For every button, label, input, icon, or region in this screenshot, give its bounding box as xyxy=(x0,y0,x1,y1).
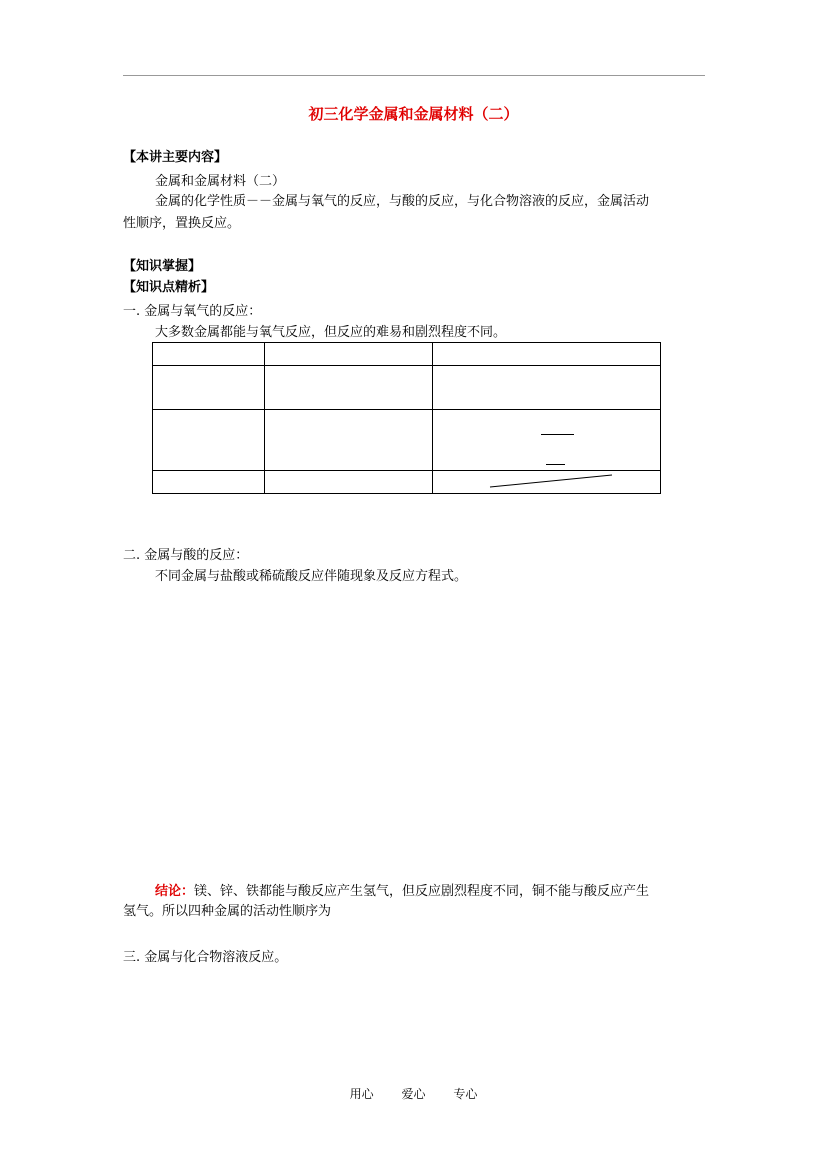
equation-condition-line xyxy=(541,434,574,435)
part2-description: 不同金属与盐酸或稀硫酸反应伴随现象及反应方程式。 xyxy=(155,569,468,584)
table-cell xyxy=(153,343,265,366)
topic-description-line2: 性顺序，置换反应。 xyxy=(123,216,241,231)
part3-label: 三. 金属与化合物溶液反应。 xyxy=(123,950,288,965)
table-row xyxy=(153,410,661,471)
equation-slant-line xyxy=(433,471,660,494)
table-row xyxy=(153,366,661,410)
part1-description: 大多数金属都能与氧气反应，但反应的难易和剧烈程度不同。 xyxy=(155,325,507,340)
table-cell xyxy=(265,343,433,366)
conclusion-label: 结论： xyxy=(155,884,195,899)
table-cell xyxy=(433,366,661,410)
page-title: 初三化学金属和金属材料（二） xyxy=(308,105,519,123)
footer-item: 专心 xyxy=(453,1087,478,1101)
section-heading-main-content: 【本讲主要内容】 xyxy=(123,150,228,165)
oxygen-reaction-table xyxy=(152,342,661,494)
conclusion-line1 xyxy=(155,883,649,901)
table-cell xyxy=(265,471,433,494)
table-row xyxy=(153,471,661,494)
equation-condition-line xyxy=(546,464,565,465)
table-cell xyxy=(433,343,661,366)
table-cell xyxy=(433,410,661,471)
section-heading-knowledge: 【知识掌握】 xyxy=(123,259,202,274)
table-cell xyxy=(153,471,265,494)
table-cell xyxy=(265,366,433,410)
part2-label: 二. 金属与酸的反应： xyxy=(123,548,249,563)
table-row xyxy=(153,343,661,366)
conclusion-text1: 镁、锌、铁都能与酸反应产生氢气，但反应剧烈程度不同，铜不能与酸反应产生 xyxy=(194,884,650,899)
topic-line: 金属和金属材料（二） xyxy=(155,174,286,189)
topic-description-line1: 金属的化学性质－－金属与氧气的反应，与酸的反应，与化合物溶液的反应，金属活动 xyxy=(155,194,650,209)
table-cell xyxy=(153,366,265,410)
table-cell xyxy=(433,471,661,494)
header-rule xyxy=(123,75,705,76)
table-cell xyxy=(153,410,265,471)
conclusion-line2: 氢气。所以四种金属的活动性顺序为 xyxy=(123,904,332,919)
footer-item: 爱心 xyxy=(401,1087,426,1101)
footer-item: 用心 xyxy=(349,1087,374,1101)
section-heading-analysis: 【知识点精析】 xyxy=(123,280,215,295)
table-cell xyxy=(265,410,433,471)
page-footer xyxy=(0,1085,827,1103)
part1-label: 一. 金属与氧气的反应： xyxy=(123,304,262,319)
